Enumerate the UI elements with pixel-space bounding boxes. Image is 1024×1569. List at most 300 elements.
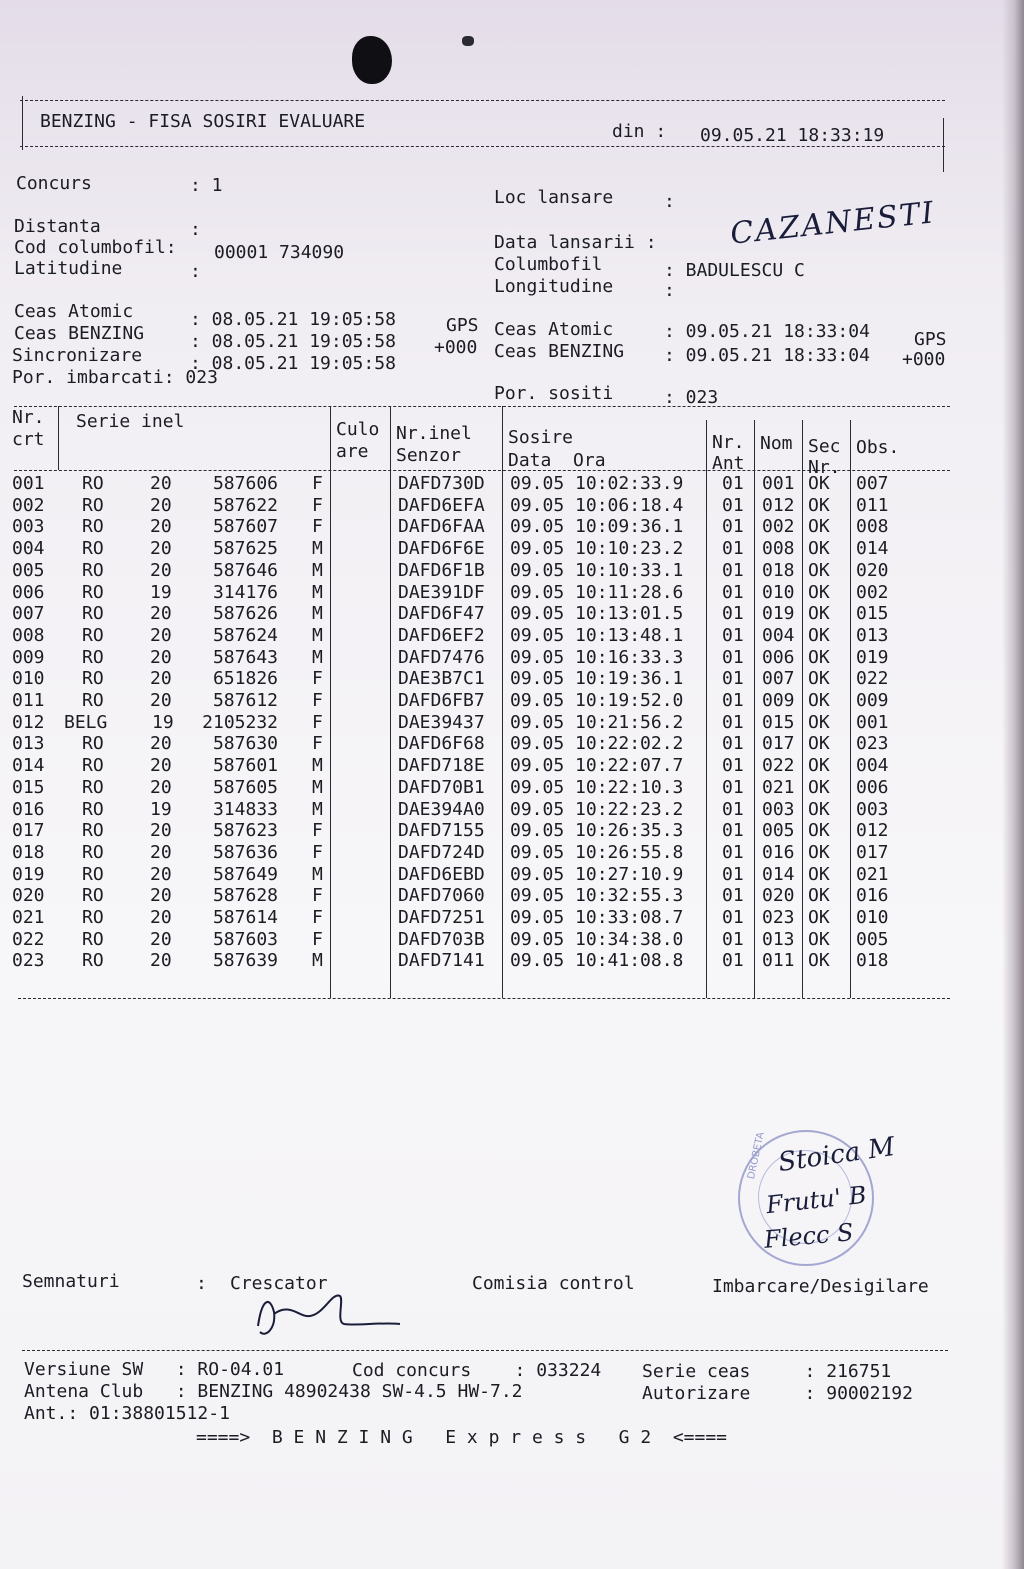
row-sensor: DAFD6EBD <box>398 863 485 885</box>
col-header-nom: Nom <box>760 433 793 454</box>
ink-spot <box>462 36 474 46</box>
row-antenna: 01 <box>722 473 744 494</box>
signature-1: Stoica M <box>776 1131 897 1179</box>
col-header-are: are <box>336 441 369 462</box>
row-ring: 587646 <box>212 559 278 581</box>
row-sensor: DAFD6F47 <box>398 603 485 625</box>
row-sensor: DAE39437 <box>398 711 485 733</box>
row-year: 20 <box>150 928 172 950</box>
row-nom: 012 <box>762 494 795 516</box>
row-nom: 016 <box>762 841 795 863</box>
row-sensor: DAFD7155 <box>398 820 485 842</box>
row-antenna: 01 <box>722 733 744 755</box>
row-nr: 002 <box>12 494 45 516</box>
row-arrival: 09.05 10:22:02.2 <box>510 733 684 755</box>
row-ring: 587603 <box>212 928 278 950</box>
table-row <box>0 778 1024 800</box>
row-sex: M <box>312 863 323 885</box>
row-year: 19 <box>150 581 172 603</box>
col-divider-nr <box>58 406 59 470</box>
distanta-label: Distanta <box>14 216 101 237</box>
row-antenna: 01 <box>722 928 744 950</box>
row-antenna: 01 <box>722 581 744 603</box>
row-sensor: DAE3B7C1 <box>398 668 485 690</box>
row-obs: 022 <box>856 668 889 690</box>
row-obs: 021 <box>856 863 889 885</box>
semnaturi-sep: : <box>196 1273 207 1294</box>
row-nr: 014 <box>12 755 45 777</box>
row-sec: OK <box>808 950 830 972</box>
row-obs: 019 <box>856 646 889 668</box>
row-sensor: DAFD7141 <box>398 950 485 972</box>
row-sec: OK <box>808 776 830 798</box>
table-row <box>0 843 1024 865</box>
row-sensor: DAFD6F68 <box>398 733 485 755</box>
row-nom: 010 <box>762 581 795 603</box>
row-nom: 009 <box>762 690 795 711</box>
row-arrival: 09.05 10:13:01.5 <box>510 603 684 625</box>
signature-3: Flecc S <box>762 1218 855 1254</box>
row-country: RO <box>82 538 104 560</box>
table-row <box>0 821 1024 843</box>
row-year: 20 <box>150 885 172 907</box>
row-sex: M <box>312 646 323 668</box>
por-sositi-label: Por. sositi <box>494 383 614 404</box>
ceas-benzing-suffix-left: +000 <box>434 337 478 358</box>
ceas-atomic-value-right: : 09.05.21 18:33:04 <box>664 321 870 342</box>
row-antenna: 01 <box>722 538 744 560</box>
row-country: RO <box>82 494 104 516</box>
row-arrival: 09.05 10:16:33.3 <box>510 646 684 668</box>
benzing-express-banner: ====> B E N Z I N G E x p r e s s G 2 <==== <box>196 1427 728 1448</box>
row-country: RO <box>82 841 104 863</box>
col-header-sec: Sec <box>808 436 841 457</box>
row-arrival: 09.05 10:19:36.1 <box>510 668 684 690</box>
table-row <box>0 691 1024 713</box>
row-sex: M <box>312 798 323 820</box>
row-obs: 010 <box>856 907 889 928</box>
row-nr: 023 <box>12 950 45 972</box>
row-sex: F <box>312 928 323 950</box>
row-sec: OK <box>808 841 830 863</box>
signature-2: Frutu' B <box>764 1180 868 1220</box>
row-country: RO <box>82 885 104 907</box>
row-antenna: 01 <box>722 494 744 516</box>
row-nr: 019 <box>12 863 45 885</box>
header-right-edge <box>943 118 944 172</box>
row-sensor: DAFD70B1 <box>398 776 485 798</box>
row-ring: 314833 <box>212 798 278 820</box>
row-sex: M <box>312 950 323 972</box>
row-year: 20 <box>150 690 172 711</box>
row-nr: 013 <box>12 733 45 755</box>
row-sec: OK <box>808 711 830 733</box>
row-year: 20 <box>150 603 172 625</box>
table-row <box>0 713 1024 735</box>
row-ring: 587630 <box>212 733 278 755</box>
row-ring: 587636 <box>212 841 278 863</box>
row-year: 20 <box>150 516 172 538</box>
row-sensor: DAFD730D <box>398 473 485 494</box>
row-sex: F <box>312 907 323 928</box>
row-country: RO <box>82 559 104 581</box>
row-country: RO <box>82 928 104 950</box>
row-arrival: 09.05 10:26:35.3 <box>510 820 684 842</box>
row-nr: 021 <box>12 907 45 928</box>
row-nr: 015 <box>12 776 45 798</box>
row-sex: F <box>312 885 323 907</box>
row-obs: 017 <box>856 841 889 863</box>
row-ring: 587607 <box>212 516 278 538</box>
row-ring: 2105232 <box>202 711 278 733</box>
row-country: RO <box>82 668 104 690</box>
row-sensor: DAFD6F1B <box>398 559 485 581</box>
col-header-nr-ant-2: Ant <box>712 453 745 474</box>
row-country: RO <box>82 516 104 538</box>
row-sec: OK <box>808 885 830 907</box>
ceas-atomic-suffix-right: GPS <box>914 329 947 350</box>
table-row <box>0 496 1024 518</box>
row-sensor: DAFD7476 <box>398 646 485 668</box>
row-sensor: DAFD6F6E <box>398 538 485 560</box>
row-nom: 007 <box>762 668 795 690</box>
row-sex: F <box>312 820 323 842</box>
row-country: RO <box>82 624 104 646</box>
row-nr: 020 <box>12 885 45 907</box>
row-year: 20 <box>150 473 172 494</box>
row-nom: 005 <box>762 820 795 842</box>
row-nr: 009 <box>12 646 45 668</box>
row-nom: 008 <box>762 538 795 560</box>
cod-columbofil-label: Cod columbofil: <box>14 237 177 258</box>
por-imbarcati: Por. imbarcati: 023 <box>12 367 218 388</box>
ceas-atomic-value-left: : 08.05.21 19:05:58 <box>190 309 396 330</box>
row-antenna: 01 <box>722 885 744 907</box>
row-sensor: DAFD724D <box>398 841 485 863</box>
row-nom: 020 <box>762 885 795 907</box>
table-row <box>0 604 1024 626</box>
table-top-rule <box>14 406 950 407</box>
row-obs: 012 <box>856 820 889 842</box>
cod-columbofil-value: 00001 734090 <box>214 242 345 263</box>
row-ring: 587623 <box>212 820 278 842</box>
row-year: 19 <box>152 711 174 733</box>
row-country: RO <box>82 820 104 842</box>
row-nr: 004 <box>12 538 45 560</box>
row-nr: 022 <box>12 928 45 950</box>
row-sec: OK <box>808 928 830 950</box>
row-ring: 587643 <box>212 646 278 668</box>
row-nom: 006 <box>762 646 795 668</box>
row-nr: 005 <box>12 559 45 581</box>
club-stamp-text: DROBETA <box>746 1131 767 1181</box>
ceas-benzing-label-left: Ceas BENZING <box>14 323 145 344</box>
row-year: 20 <box>150 841 172 863</box>
por-sositi-value: : 023 <box>664 387 719 408</box>
row-sec: OK <box>808 733 830 755</box>
loc-lansare-label: Loc lansare <box>494 187 614 208</box>
row-arrival: 09.05 10:41:08.8 <box>510 950 684 972</box>
row-antenna: 01 <box>722 820 744 842</box>
crescator-signature <box>240 1288 410 1348</box>
longitudine-label: Longitudine <box>494 276 614 297</box>
table-row <box>0 561 1024 583</box>
row-country: RO <box>82 603 104 625</box>
row-country: RO <box>82 776 104 798</box>
table-row <box>0 669 1024 691</box>
row-nr: 001 <box>12 473 45 494</box>
imbarcare-desigilare-label: Imbarcare/Desigilare <box>712 1276 929 1297</box>
row-obs: 002 <box>856 581 889 603</box>
columbofil-label: Columbofil <box>494 254 603 275</box>
cod-concurs: Cod concurs : 033224 <box>352 1360 602 1381</box>
row-obs: 007 <box>856 473 889 494</box>
table-row <box>0 648 1024 670</box>
row-sec: OK <box>808 690 830 711</box>
row-antenna: 01 <box>722 624 744 646</box>
row-antenna: 01 <box>722 798 744 820</box>
row-nr: 007 <box>12 603 45 625</box>
row-arrival: 09.05 10:11:28.6 <box>510 581 684 603</box>
row-sex: M <box>312 538 323 560</box>
row-sex: M <box>312 776 323 798</box>
row-arrival: 09.05 10:33:08.7 <box>510 907 684 928</box>
row-ring: 587601 <box>212 755 278 777</box>
row-sensor: DAE394A0 <box>398 798 485 820</box>
table-row <box>0 583 1024 605</box>
row-nom: 014 <box>762 863 795 885</box>
row-ring: 587625 <box>212 538 278 560</box>
sincronizare-label: Sincronizare <box>12 345 143 366</box>
col-header-nr-ant-1: Nr. <box>712 432 745 453</box>
columbofil-value: : BADULESCU C <box>664 260 805 281</box>
row-sec: OK <box>808 473 830 494</box>
row-ring: 651826 <box>212 668 278 690</box>
row-nr: 016 <box>12 798 45 820</box>
ceas-benzing-label-right: Ceas BENZING <box>494 341 625 362</box>
row-sensor: DAFD6EFA <box>398 494 485 516</box>
col-header-data-ora: Data Ora <box>508 450 606 471</box>
col-header-crt: crt <box>12 429 45 450</box>
row-arrival: 09.05 10:06:18.4 <box>510 494 684 516</box>
row-antenna: 01 <box>722 646 744 668</box>
row-sensor: DAFD7251 <box>398 907 485 928</box>
table-row <box>0 908 1024 930</box>
row-ring: 587649 <box>212 863 278 885</box>
row-sex: F <box>312 668 323 690</box>
row-sensor: DAE391DF <box>398 581 485 603</box>
row-sec: OK <box>808 646 830 668</box>
row-arrival: 09.05 10:27:10.9 <box>510 863 684 885</box>
row-sec: OK <box>808 624 830 646</box>
row-ring: 314176 <box>212 581 278 603</box>
col-header-culo: Culo <box>336 419 380 440</box>
row-country: RO <box>82 473 104 494</box>
row-nom: 003 <box>762 798 795 820</box>
row-sec: OK <box>808 581 830 603</box>
ceas-benzing-value-left: : 08.05.21 19:05:58 <box>190 331 396 352</box>
row-year: 20 <box>150 624 172 646</box>
row-nom: 002 <box>762 516 795 538</box>
serie-ceas: Serie ceas : 216751 <box>642 1361 892 1382</box>
row-sensor: DAFD6FAA <box>398 516 485 538</box>
versiune-sw: Versiune SW : RO-04.01 <box>24 1359 285 1380</box>
row-sex: F <box>312 494 323 516</box>
latitudine-label: Latitudine <box>14 258 123 279</box>
row-sex: F <box>312 841 323 863</box>
concurs-label: Concurs <box>16 173 92 194</box>
row-antenna: 01 <box>722 668 744 690</box>
col-header-nrinel: Nr.inel <box>396 423 472 444</box>
col-header-obs: Obs. <box>856 437 900 458</box>
row-country: RO <box>82 690 104 711</box>
row-nr: 003 <box>12 516 45 538</box>
row-nr: 017 <box>12 820 45 842</box>
row-antenna: 01 <box>722 711 744 733</box>
report-title: BENZING - FISA SOSIRI EVALUARE <box>40 111 366 132</box>
row-obs: 009 <box>856 690 889 711</box>
crescator-label: Crescator <box>230 1273 328 1294</box>
sincronizare-value: : 08.05.21 19:05:58 <box>190 353 396 374</box>
col-header-sosire: Sosire <box>508 427 574 448</box>
autorizare: Autorizare : 90002192 <box>642 1383 913 1404</box>
row-sensor: DAFD6FB7 <box>398 690 485 711</box>
row-sec: OK <box>808 820 830 842</box>
row-year: 20 <box>150 538 172 560</box>
comisia-control-label: Comisia control <box>472 1273 635 1294</box>
row-year: 20 <box>150 646 172 668</box>
row-sensor: DAFD7060 <box>398 885 485 907</box>
row-nom: 017 <box>762 733 795 755</box>
ant-line: Ant.: 01:38801512-1 <box>24 1403 230 1424</box>
row-arrival: 09.05 10:02:33.9 <box>510 473 684 494</box>
row-arrival: 09.05 10:13:48.1 <box>510 624 684 646</box>
row-sensor: DAFD703B <box>398 928 485 950</box>
row-year: 19 <box>150 798 172 820</box>
row-arrival: 09.05 10:22:23.2 <box>510 798 684 820</box>
row-antenna: 01 <box>722 950 744 972</box>
row-nom: 004 <box>762 624 795 646</box>
row-antenna: 01 <box>722 841 744 863</box>
row-obs: 011 <box>856 494 889 516</box>
row-nr: 012 <box>12 711 45 733</box>
row-antenna: 01 <box>722 755 744 777</box>
header-top-rule <box>20 100 945 101</box>
row-sex: M <box>312 755 323 777</box>
row-year: 20 <box>150 863 172 885</box>
ceas-atomic-label-right: Ceas Atomic <box>494 319 614 340</box>
row-obs: 004 <box>856 755 889 777</box>
row-arrival: 09.05 10:32:55.3 <box>510 885 684 907</box>
row-sex: F <box>312 516 323 538</box>
data-lansarii-label: Data lansarii : <box>494 232 657 253</box>
loc-lansare-handwritten: CAZANESTI <box>728 195 937 252</box>
din-label: din : <box>612 121 667 142</box>
row-antenna: 01 <box>722 863 744 885</box>
row-country: RO <box>82 755 104 777</box>
row-sec: OK <box>808 559 830 581</box>
table-row <box>0 930 1024 952</box>
table-row <box>0 800 1024 822</box>
punch-hole <box>352 36 392 84</box>
distanta-value: : <box>190 219 201 240</box>
table-row <box>0 734 1024 756</box>
row-arrival: 09.05 10:21:56.2 <box>510 711 684 733</box>
row-obs: 003 <box>856 798 889 820</box>
row-obs: 020 <box>856 559 889 581</box>
ceas-benzing-suffix-right: +000 <box>902 349 946 370</box>
table-row <box>0 951 1024 973</box>
ceas-atomic-label-left: Ceas Atomic <box>14 301 134 322</box>
row-year: 20 <box>150 820 172 842</box>
header-left-edge <box>22 96 23 150</box>
ceas-atomic-suffix-left: GPS <box>446 315 479 336</box>
row-arrival: 09.05 10:26:55.8 <box>510 841 684 863</box>
row-ring: 587624 <box>212 624 278 646</box>
row-sex: F <box>312 733 323 755</box>
row-sensor: DAFD6EF2 <box>398 624 485 646</box>
col-header-sec-nr: Nr. <box>808 457 841 478</box>
row-year: 20 <box>150 668 172 690</box>
row-nom: 021 <box>762 776 795 798</box>
row-ring: 587626 <box>212 603 278 625</box>
row-nom: 001 <box>762 473 795 494</box>
col-header-senzor: Senzor <box>396 445 462 466</box>
row-ring: 587639 <box>212 950 278 972</box>
footer-rule <box>22 1350 948 1351</box>
row-obs: 023 <box>856 733 889 755</box>
row-ring: 587606 <box>212 473 278 494</box>
row-year: 20 <box>150 559 172 581</box>
row-sec: OK <box>808 755 830 777</box>
row-sex: M <box>312 624 323 646</box>
table-row <box>0 756 1024 778</box>
row-nr: 011 <box>12 690 45 711</box>
row-year: 20 <box>150 950 172 972</box>
row-nom: 011 <box>762 950 795 972</box>
row-ring: 587605 <box>212 776 278 798</box>
row-country: BELG <box>64 711 108 733</box>
col-header-nr: Nr. <box>12 407 45 428</box>
row-antenna: 01 <box>722 776 744 798</box>
row-antenna: 01 <box>722 907 744 928</box>
row-obs: 016 <box>856 885 889 907</box>
row-nom: 013 <box>762 928 795 950</box>
row-nom: 015 <box>762 711 795 733</box>
row-sec: OK <box>808 494 830 516</box>
row-sec: OK <box>808 516 830 538</box>
row-year: 20 <box>150 733 172 755</box>
longitudine-sep: : <box>664 280 675 301</box>
row-obs: 013 <box>856 624 889 646</box>
row-sec: OK <box>808 907 830 928</box>
row-obs: 008 <box>856 516 889 538</box>
row-country: RO <box>82 798 104 820</box>
row-arrival: 09.05 10:10:23.2 <box>510 538 684 560</box>
row-obs: 014 <box>856 538 889 560</box>
row-nom: 022 <box>762 755 795 777</box>
row-sex: M <box>312 559 323 581</box>
table-row <box>0 886 1024 908</box>
table-row <box>0 474 1024 496</box>
row-antenna: 01 <box>722 603 744 625</box>
row-antenna: 01 <box>722 516 744 538</box>
row-ring: 587628 <box>212 885 278 907</box>
antena-club: Antena Club : BENZING 48902438 SW-4.5 HW-7.2 <box>24 1381 523 1402</box>
row-year: 20 <box>150 907 172 928</box>
row-arrival: 09.05 10:10:33.1 <box>510 559 684 581</box>
print-datetime: 09.05.21 18:33:19 <box>700 125 885 146</box>
